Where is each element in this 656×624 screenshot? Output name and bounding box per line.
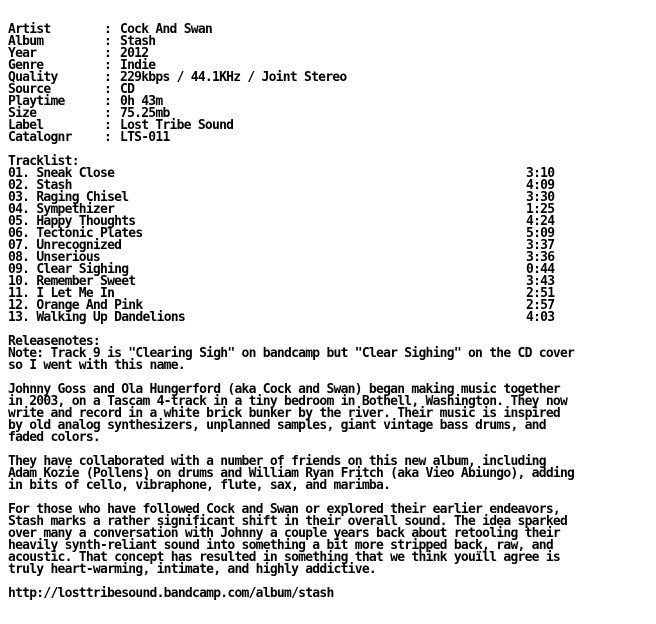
info-value: Lost Tribe Sound [120,118,234,133]
track-duration: 4:09 [526,178,555,193]
note-line: acoustic. That concept has resulted in something that we think youïll agree is [8,550,560,565]
info-value: LTS-011 [120,130,170,145]
track-number: 05. [8,214,30,229]
info-separator: : [104,94,112,109]
note-line: Note: Track 9 is "Clearing Sigh" on bandcamp but "Clear Sighing" on the CD cover [8,346,575,361]
info-separator: : [104,70,112,85]
note-line: They have collaborated with a number of friends on this new album, including [8,454,546,469]
track-number: 11. [8,286,30,301]
track-title: Remember Sweet [36,274,136,289]
track-title: Tectonic Plates [36,226,143,241]
track-duration: 4:24 [526,214,555,229]
info-key: Size [8,106,37,121]
track-number: 01. [8,166,30,181]
track-duration: 0:44 [526,262,555,277]
track-title: Stash [36,178,72,193]
info-separator: : [104,82,112,97]
info-separator: : [104,58,112,73]
info-value: 2012 [120,46,149,61]
track-duration: 4:03 [526,310,555,325]
info-key: Genre [8,58,44,73]
info-key: Catalognr [8,130,72,145]
note-line: heavily synth-reliant sound into something a bit more stripped back, raw, and [8,538,553,553]
info-value: Indie [120,58,156,73]
track-duration: 5:09 [526,226,555,241]
track-duration: 3:10 [526,166,555,181]
release-info-document [8,24,648,600]
track-duration: 2:51 [526,286,555,301]
track-duration: 3:30 [526,190,555,205]
track-duration: 3:37 [526,238,555,253]
info-value: Stash [120,34,156,49]
info-separator: : [104,118,112,133]
note-line: For those who have followed Cock and Swan or explored their earlier endeavors, [8,502,560,517]
info-key: Year [8,46,37,61]
track-number: 03. [8,190,30,205]
releasenotes-heading: Releasenotes: [8,334,100,349]
info-separator: : [104,106,112,121]
info-separator: : [104,34,112,49]
info-key: Artist [8,22,51,37]
track-title: Unrecognized [36,238,122,253]
info-key: Quality [8,70,58,85]
release-notes [8,348,648,588]
spacer [8,324,648,336]
note-line: Johnny Goss and Ola Hungerford (aka Cock and Swan) began making music together [8,382,560,397]
album-url: http://losttribesound.bandcamp.com/album/stash [8,586,334,601]
info-value: CD [120,82,135,97]
info-key: Album [8,34,44,49]
info-key: Label [8,118,44,133]
info-value: Cock And Swan [120,22,212,37]
track-number: 06. [8,226,30,241]
track-title: Happy Thoughts [36,214,136,229]
track-number: 09. [8,262,30,277]
track-number: 13. [8,310,30,325]
note-line: Adam Kozie (Pollens) on drums and William Ryan Fritch (aka Vieo Abiungo), adding [8,466,575,481]
info-value: 0h 43m [120,94,163,109]
note-line: by old analog synthesizers, unplanned samples, giant vintage bass drums, and [8,418,546,433]
note-line: write and record in a white brick bunker by the river. Their music is inspired [8,406,560,421]
info-row-catalognr [8,132,648,144]
note-line: truly heart-warming, intimate, and highly addictive. [8,562,376,577]
track-title: Unserious [36,250,101,265]
tracklist-heading: Tracklist: [8,154,79,169]
info-key: Playtime [8,94,65,109]
note-line: in 2003, on a Tascam 4-track in a tiny bedroom in Bothell, Washington. They now [8,394,568,409]
track-title: Walking Up Dandelions [36,310,185,325]
track-number: 10. [8,274,30,289]
track-number: 07. [8,238,30,253]
note-line: over many a conversation with Johnny a couple years back about retooling their [8,526,560,541]
track-row [8,312,648,324]
info-separator: : [104,46,112,61]
track-title: Clear Sighing [36,262,129,277]
track-number: 08. [8,250,30,265]
info-separator: : [104,22,112,37]
info-value: 229kbps / 44.1KHz / Joint Stereo [120,70,347,85]
note-line: in bits of cello, vibraphone, flute, sax, and marimba. [8,478,391,493]
note-line: Stash marks a rather significant shift in their overall sound. The idea sparked [8,514,568,529]
info-value: 75.25mb [120,106,170,121]
track-duration: 3:36 [526,250,555,265]
track-duration: 3:43 [526,274,555,289]
spacer [8,144,648,156]
track-duration: 1:25 [526,202,555,217]
note-line: so I went with this name. [8,358,185,373]
track-number: 04. [8,202,30,217]
info-separator: : [104,130,112,145]
info-block [8,24,648,144]
track-number: 02. [8,178,30,193]
track-title: Orange And Pink [36,298,143,313]
track-number: 12. [8,298,30,313]
tracklist [8,168,648,324]
track-title: I Let Me In [36,286,115,301]
track-title: Sneak Close [36,166,115,181]
info-key: Source [8,82,51,97]
track-duration: 2:57 [526,298,555,313]
track-title: Sympethizer [36,202,115,217]
note-line: faded colors. [8,430,100,445]
track-title: Raging Chisel [36,190,129,205]
